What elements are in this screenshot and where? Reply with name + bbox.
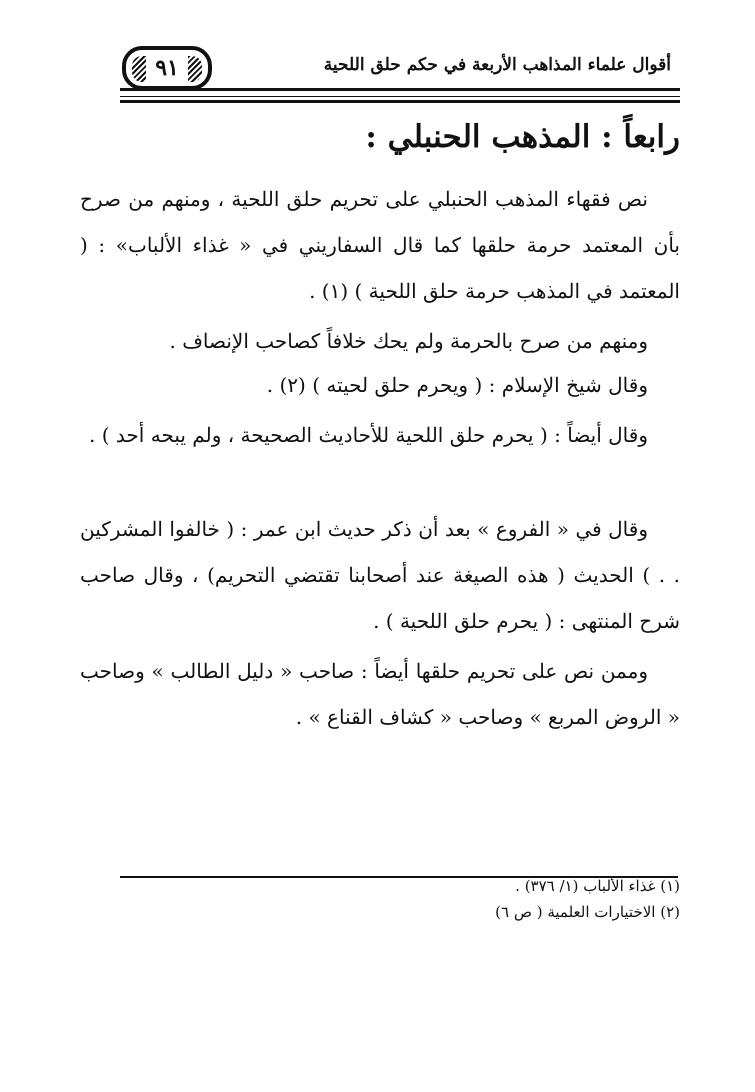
paragraph-3: وقال شيخ الإسلام : ( ويحرم حلق لحيته ) (٢) . <box>266 373 648 397</box>
header-rule-bottom <box>120 100 680 103</box>
header-rule <box>120 88 680 91</box>
paragraph-6: وممن نص على تحريم حلقها أيضاً : صاحب « دليل الطالب » وصاحب « الروض المربع » وصاحب « كشاف القناع » . <box>80 659 680 729</box>
footnote-2: (٢) الاختيارات العلمية ( ص ٦) <box>495 903 680 921</box>
footnote-1: (١) غذاء الألباب (١/ ٣٧٦) . <box>515 877 680 895</box>
page-number-badge <box>122 46 212 90</box>
paragraph-1: نص فقهاء المذهب الحنبلي على تحريم حلق اللحية ، ومنهم من صرح بأن المعتمد حرمة حلقها كما قال السفاريني في « غذاء الألباب» : ( المعتمد في المذهب حرمة حلق اللحية ) (١) . <box>80 187 680 303</box>
paragraph-5: وقال في « الفروع » بعد أن ذكر حديث ابن عمر : ( خالفوا المشركين . . ) الحديث ( هذه الصيغة عند أصحابنا تقتضي التحريم) ، وقال صاحب شرح المنتهى : ( يحرم حلق اللحية ) . <box>80 517 680 633</box>
page-number: ٩١ <box>155 55 179 81</box>
paragraph-2: ومنهم من صرح بالحرمة ولم يحك خلافاً كصاحب الإنصاف . <box>169 329 648 353</box>
header-rule-thin <box>120 96 680 97</box>
section-heading: رابعاً : المذهب الحنبلي : <box>365 119 680 155</box>
running-title: أقوال علماء المذاهب الأربعة في حكم حلق اللحية <box>323 55 671 75</box>
paragraph-4: وقال أيضاً : ( يحرم حلق اللحية للأحاديث الصحيحة ، ولم يبحه أحد ) . <box>89 423 648 447</box>
